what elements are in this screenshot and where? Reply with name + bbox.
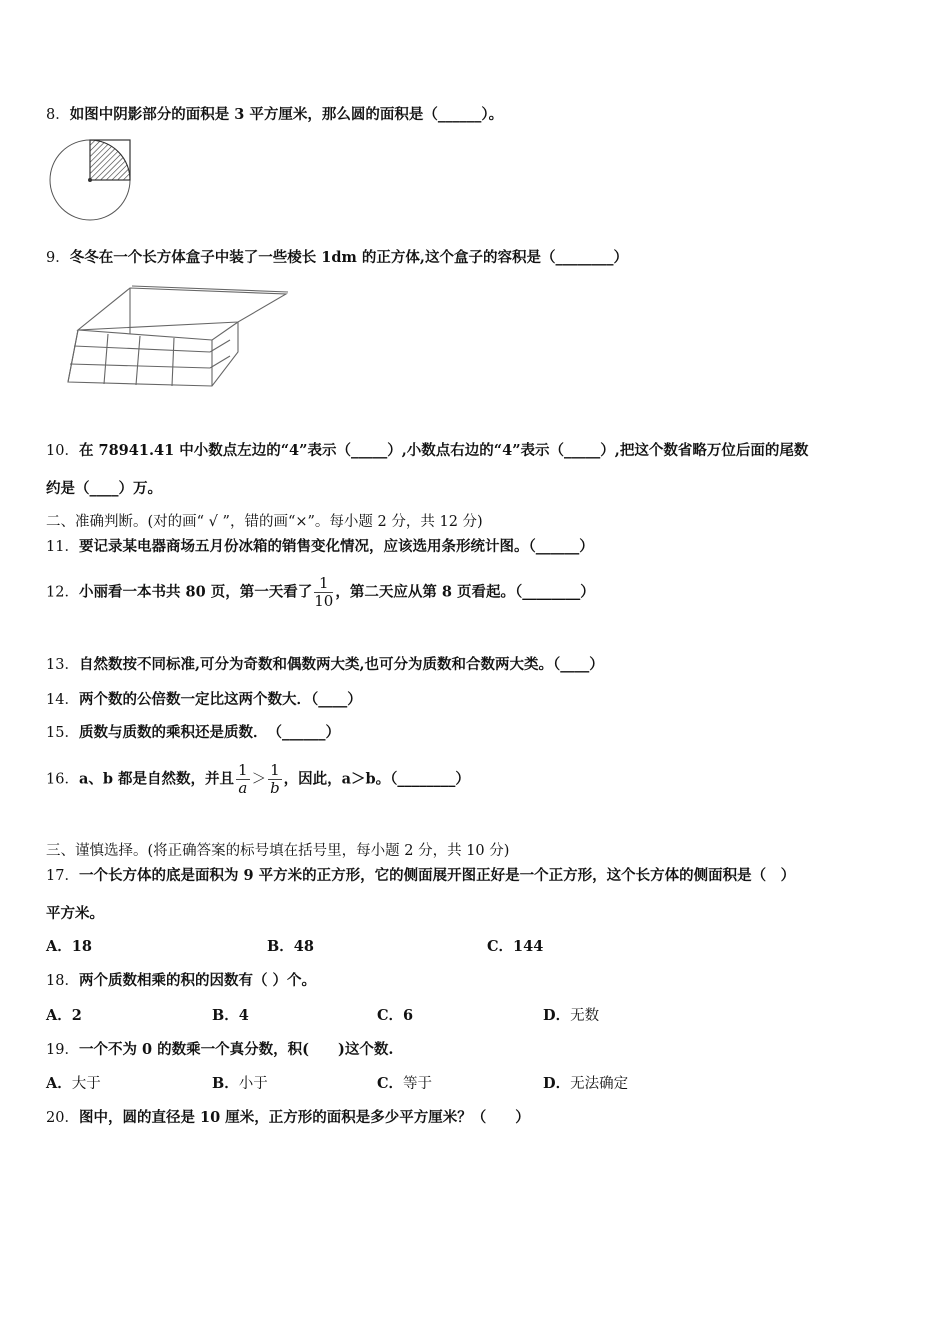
q18-option-c[interactable] (377, 1004, 413, 1025)
question-8 (46, 103, 503, 124)
question-text: 两个质数相乘的积的因数有（ ）个。 (78, 972, 316, 989)
q19-option-a[interactable] (46, 1072, 101, 1093)
section-3-heading: 三、谨慎选择。(将正确答案的标号填在括号里，每小题 2 分，共 10 分) (46, 843, 510, 859)
q19-option-c[interactable] (377, 1072, 432, 1093)
question-15 (46, 721, 340, 742)
option-label: C． (487, 938, 514, 955)
question-9 (46, 246, 628, 267)
question-number: 20． (46, 1110, 79, 1126)
question-number: 11． (46, 539, 79, 555)
question-text: 平方米。 (46, 905, 104, 922)
option-text: 小于 (238, 1076, 268, 1092)
option-label: C． (377, 1075, 404, 1092)
option-text: 无数 (570, 1008, 600, 1024)
option-text: 大于 (71, 1076, 101, 1092)
circle-shaded-quarter-figure (48, 136, 138, 222)
question-text-before: 小丽看一本书共 80 页，第一天看了 (78, 583, 313, 601)
question-text: 两个数的公倍数一定比这两个数大．（____） (78, 691, 362, 708)
option-label: B． (267, 938, 294, 955)
question-number: 18． (46, 973, 79, 989)
greater-than-sign: ＞ (251, 771, 267, 788)
question-text-before: a、b 都是自然数，并且 (78, 770, 235, 788)
q19-option-d[interactable] (543, 1072, 628, 1093)
question-10-continued (46, 477, 162, 498)
question-text: 质数与质数的乘积还是质数． （______） (78, 724, 340, 741)
option-text: 6 (403, 1007, 414, 1024)
question-text: 一个不为 0 的数乘一个真分数，积( )这个数. (78, 1041, 394, 1058)
denominator: a (238, 779, 248, 797)
option-label: A． (46, 1075, 72, 1092)
option-text: 等于 (403, 1076, 433, 1092)
question-19 (46, 1038, 393, 1059)
question-text: 冬冬在一个长方体盒子中装了一些棱长 1dm 的正方体,这个盒子的容积是（________） (69, 249, 628, 266)
option-label: C． (377, 1007, 404, 1024)
question-20 (46, 1106, 530, 1127)
option-label: D． (543, 1007, 571, 1024)
option-label: B． (212, 1075, 239, 1092)
question-text: 自然数按不同标准,可分为奇数和偶数两大类,也可分为质数和合数两大类。（____） (78, 656, 604, 673)
q17-option-a[interactable] (46, 935, 92, 956)
option-text: 18 (71, 938, 92, 955)
option-label: B． (212, 1007, 239, 1024)
question-text: 在 78941.41 中小数点左边的“4”表示（_____）,小数点右边的“4”表示（_____）,把这个数省略万位后面的尾数 (78, 442, 809, 459)
question-text-after: ，因此，a＞b。（________） (283, 770, 470, 788)
q18-option-d[interactable] (543, 1004, 599, 1025)
question-17 (46, 864, 795, 885)
question-number: 8． (46, 107, 70, 123)
option-text: 无法确定 (570, 1076, 629, 1092)
option-text: 4 (238, 1007, 249, 1024)
q18-option-b[interactable] (212, 1004, 249, 1025)
q18-option-a[interactable] (46, 1004, 82, 1025)
question-text: 一个长方体的底是面积为 9 平方米的正方形，它的侧面展开图正好是一个正方形，这个长方体的侧面积是（ ） (78, 867, 796, 884)
question-18 (46, 969, 316, 990)
q17-option-b[interactable] (267, 935, 314, 956)
question-16 (46, 762, 470, 797)
question-number: 15． (46, 725, 79, 741)
question-text: 要记录某电器商场五月份冰箱的销售变化情况，应该选用条形统计图。（______） (78, 538, 594, 555)
option-text: 144 (513, 938, 544, 955)
question-text: 图中，圆的直径是 10 厘米，正方形的面积是多少平方厘米？（ ） (78, 1109, 530, 1126)
question-11 (46, 535, 594, 556)
numerator: 1 (238, 761, 248, 779)
numerator: 1 (270, 761, 280, 779)
question-10 (46, 439, 808, 460)
option-text: 48 (293, 938, 314, 955)
question-number: 19． (46, 1042, 79, 1058)
question-14 (46, 688, 362, 709)
open-box-with-cubes-figure (60, 282, 292, 392)
option-label: D． (543, 1075, 571, 1092)
question-text: 如图中阴影部分的面积是 3 平方厘米，那么圆的面积是（______）。 (69, 106, 504, 123)
denominator: 10 (314, 592, 334, 610)
q19-option-b[interactable] (212, 1072, 268, 1093)
question-17-continued (46, 902, 104, 923)
option-text: 2 (71, 1007, 82, 1024)
question-12 (46, 575, 595, 610)
option-label: A． (46, 938, 72, 955)
question-number: 10． (46, 443, 79, 459)
numerator: 1 (314, 575, 333, 593)
question-number: 9． (46, 250, 70, 266)
option-label: A． (46, 1007, 72, 1024)
question-13 (46, 653, 604, 674)
q17-option-c[interactable] (487, 935, 543, 956)
section-2-heading: 二、准确判断。(对的画“ √ ”，错的画“×”。每小题 2 分，共 12 分) (46, 514, 483, 530)
question-number: 14． (46, 692, 79, 708)
fraction-one-tenth (314, 575, 333, 610)
question-text-after: ，第二天应从第 8 页看起。（________） (335, 583, 595, 601)
question-number: 17． (46, 868, 79, 884)
question-number: 12． (46, 584, 79, 601)
question-text: 约是（____）万。 (46, 480, 162, 497)
question-number: 16． (46, 771, 79, 788)
question-number: 13． (46, 657, 79, 673)
fraction-one-over-b (268, 762, 282, 797)
denominator: b (270, 779, 280, 797)
fraction-one-over-a (236, 762, 250, 797)
